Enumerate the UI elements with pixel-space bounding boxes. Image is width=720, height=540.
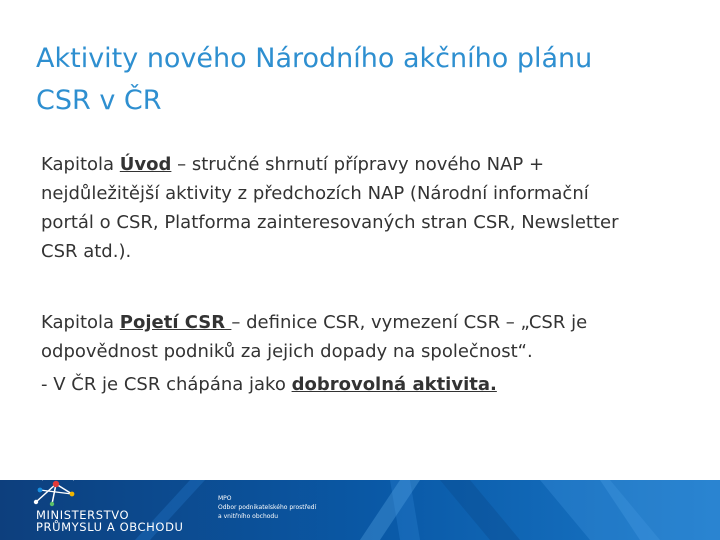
- paragraph-concept: [41, 308, 681, 366]
- ministry-line-1: MINISTERSTVO: [36, 508, 130, 522]
- p3-keyword: dobrovolná aktivita.: [291, 374, 497, 395]
- p2-prefix: Kapitola: [41, 312, 120, 333]
- p1-prefix: Kapitola: [41, 154, 120, 175]
- paragraph-voluntary: [41, 370, 681, 399]
- p2-line1-rest: – definice CSR, vymezení CSR – „CSR je: [231, 312, 588, 333]
- slide-title: [36, 38, 696, 122]
- p1-line2: nejdůležitější aktivity z předchozích NAP (Národní informační: [41, 183, 589, 204]
- title-line-2: CSR v ČR: [36, 85, 162, 116]
- p2-keyword: Pojetí CSR: [119, 312, 232, 333]
- ministry-line-2: PRŮMYSLU A OBCHODU: [36, 520, 184, 534]
- dept-line-3: a vnitřního obchodu: [218, 513, 279, 520]
- p3-prefix: - V ČR je CSR chápána jako: [41, 374, 292, 395]
- p2-line2: odpovědnost podniků za jejich dopady na společnost“.: [41, 341, 533, 362]
- p1-line1-rest: – stručné shrnutí přípravy nového NAP +: [171, 154, 545, 175]
- paragraph-intro: [41, 150, 681, 266]
- ministry-logo-icon: [28, 470, 88, 508]
- p1-line3: portál o CSR, Platforma zainteresovaných stran CSR, Newsletter: [41, 212, 619, 233]
- department-info: [218, 494, 316, 521]
- dept-line-1: MPO: [218, 495, 232, 502]
- p1-line4: CSR atd.).: [41, 241, 132, 262]
- p1-keyword: Úvod: [119, 154, 172, 175]
- dept-line-2: Odbor podnikatelského prostředí: [218, 504, 317, 511]
- title-line-1: Aktivity nového Národního akčního plánu: [36, 43, 593, 74]
- ministry-wordmark: [36, 509, 184, 533]
